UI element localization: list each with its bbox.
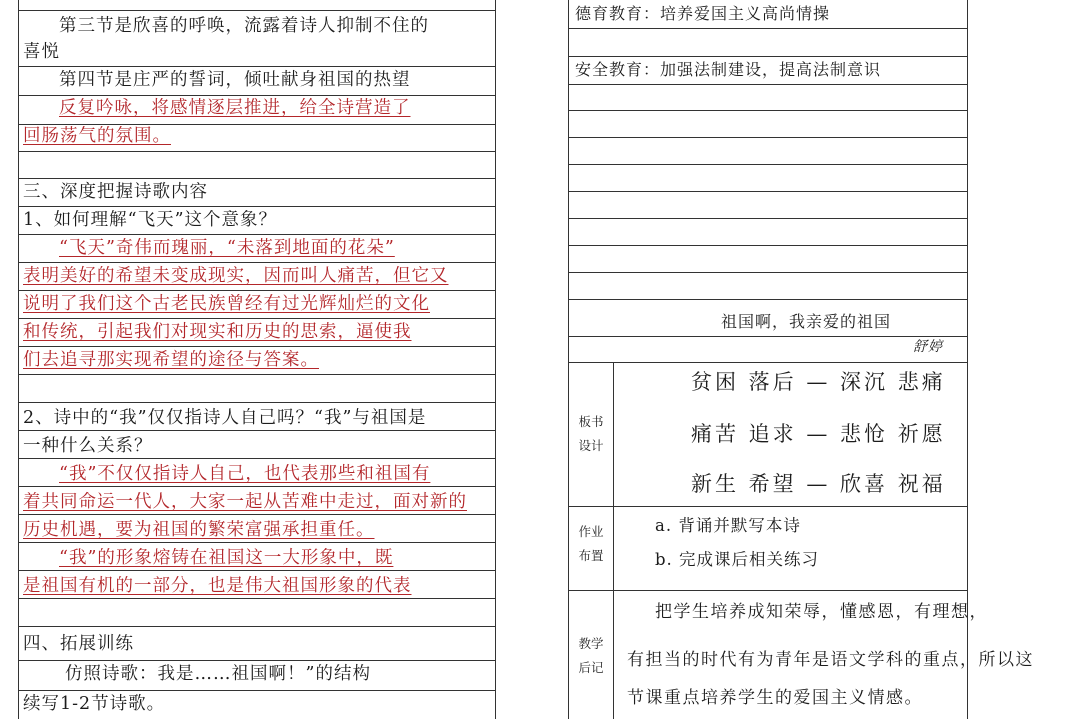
handwritten-line: 表明美好的希望未变成现实，因而叫人痛苦，但它又 <box>23 266 449 286</box>
ruled-line <box>19 290 495 291</box>
board-line: 痛苦 追求 — 悲怆 祈愿 <box>691 422 946 446</box>
ruled-line <box>569 218 967 219</box>
ruled-line <box>19 206 495 207</box>
label-column-divider <box>613 506 614 590</box>
section-heading: 三、深度把握诗歌内容 <box>23 182 208 202</box>
ruled-line <box>19 124 495 125</box>
ruled-line <box>19 178 495 179</box>
ruled-line <box>19 570 495 571</box>
teaching-note-line: 有担当的时代有为青年是语文学科的重点，所以这 <box>627 650 1034 670</box>
ruled-line <box>569 272 967 273</box>
ruled-line <box>569 28 967 29</box>
board-line: 贫困 落后 — 深沉 悲痛 <box>691 370 946 394</box>
section-divider <box>569 506 967 507</box>
homework-item: b. 完成课后相关练习 <box>655 550 820 569</box>
ruled-line <box>569 137 967 138</box>
ruled-line <box>19 234 495 235</box>
handwritten-line: “飞天”奇伟而瑰丽，“未落到地面的花朵” <box>59 238 395 258</box>
ruled-line <box>569 110 967 111</box>
question-heading: 2、诗中的“我”仅仅指诗人自己吗？“我”与祖国是 <box>23 408 427 428</box>
board-design-label: 板书 设计 <box>578 414 604 453</box>
safety-education-line: 安全教育：加强法制建设，提高法制意识 <box>575 60 882 79</box>
ruled-line <box>19 402 495 403</box>
left-notebook-page <box>18 0 496 719</box>
ruled-line <box>19 486 495 487</box>
ruled-line <box>569 164 967 165</box>
handwritten-line: “我”不仅仅指诗人自己，也代表那些和祖国有 <box>59 464 431 484</box>
handwritten-line: 续写1-2节诗歌。 <box>23 694 166 714</box>
handwritten-line: 回肠荡气的氛围。 <box>23 126 171 146</box>
handwritten-line: 说明了我们这个古老民族曾经有过光辉灿烂的文化 <box>23 294 430 314</box>
label-column-divider <box>613 362 614 506</box>
ruled-line <box>19 542 495 543</box>
ruled-line <box>19 374 495 375</box>
ruled-line <box>19 346 495 347</box>
handwritten-line: 第四节是庄严的誓词，倾吐献身祖国的热望 <box>59 70 411 90</box>
ruled-line <box>569 299 967 300</box>
handwritten-line: 着共同命运一代人，大家一起从苦难中走过，面对新的 <box>23 492 467 512</box>
ruled-line <box>19 262 495 263</box>
handwritten-line: 一种什么关系？ <box>23 436 153 456</box>
handwritten-line: 和传统，引起我们对现实和历史的思索，逼使我 <box>23 322 412 342</box>
ruled-line <box>569 191 967 192</box>
section-heading: 四、拓展训练 <box>23 634 134 654</box>
signature: 舒婷 <box>913 339 943 355</box>
ruled-line <box>569 84 967 85</box>
question-heading: 1、如何理解“飞天”这个意象？ <box>23 210 278 230</box>
ruled-line <box>19 430 495 431</box>
handwritten-line: 喜悦 <box>23 42 60 62</box>
ruled-line <box>19 690 495 691</box>
handwritten-line: 反复吟咏，将感情逐层推进，给全诗营造了 <box>59 98 411 118</box>
right-lesson-plan-page <box>568 0 1034 719</box>
teaching-notes-label: 教学 后记 <box>578 636 604 675</box>
homework-label: 作业 布置 <box>578 524 604 563</box>
handwritten-line: 们去追寻那实现希望的途径与答案。 <box>23 350 319 370</box>
ruled-line <box>19 598 495 599</box>
ruled-line <box>569 56 967 57</box>
ruled-line <box>19 95 495 96</box>
handwritten-line: 仿照诗歌：我是……祖国啊！”的结构 <box>65 664 371 684</box>
ruled-line <box>19 151 495 152</box>
ruled-line <box>19 626 495 627</box>
ruled-line <box>19 66 495 67</box>
handwritten-line: “我”的形象熔铸在祖国这一大形象中，既 <box>59 548 394 568</box>
ruled-line <box>569 336 967 337</box>
ruled-line <box>19 458 495 459</box>
ruled-line <box>19 10 495 11</box>
handwritten-line: 是祖国有机的一部分，也是伟大祖国形象的代表 <box>23 576 412 596</box>
homework-item: a. 背诵并默写本诗 <box>655 516 801 535</box>
section-divider <box>569 362 967 363</box>
section-divider <box>569 590 967 591</box>
ruled-line <box>19 318 495 319</box>
ruled-line <box>19 514 495 515</box>
handwritten-line: 历史机遇，要为祖国的繁荣富强承担重任。 <box>23 520 375 540</box>
teaching-note-line: 节课重点培养学生的爱国主义情感。 <box>627 688 923 708</box>
ruled-line <box>569 245 967 246</box>
handwritten-line: 第三节是欣喜的呼唤，流露着诗人抑制不住的 <box>59 16 429 36</box>
ruled-line <box>19 660 495 661</box>
moral-education-line: 德育教育：培养爱国主义高尚情操 <box>575 4 831 23</box>
poem-closing-line: 祖国啊，我亲爱的祖国 <box>721 312 892 331</box>
board-line: 新生 希望 — 欣喜 祝福 <box>691 472 946 496</box>
teaching-note-line: 把学生培养成知荣辱，懂感恩，有理想， <box>655 602 988 622</box>
label-column-divider <box>613 590 614 719</box>
